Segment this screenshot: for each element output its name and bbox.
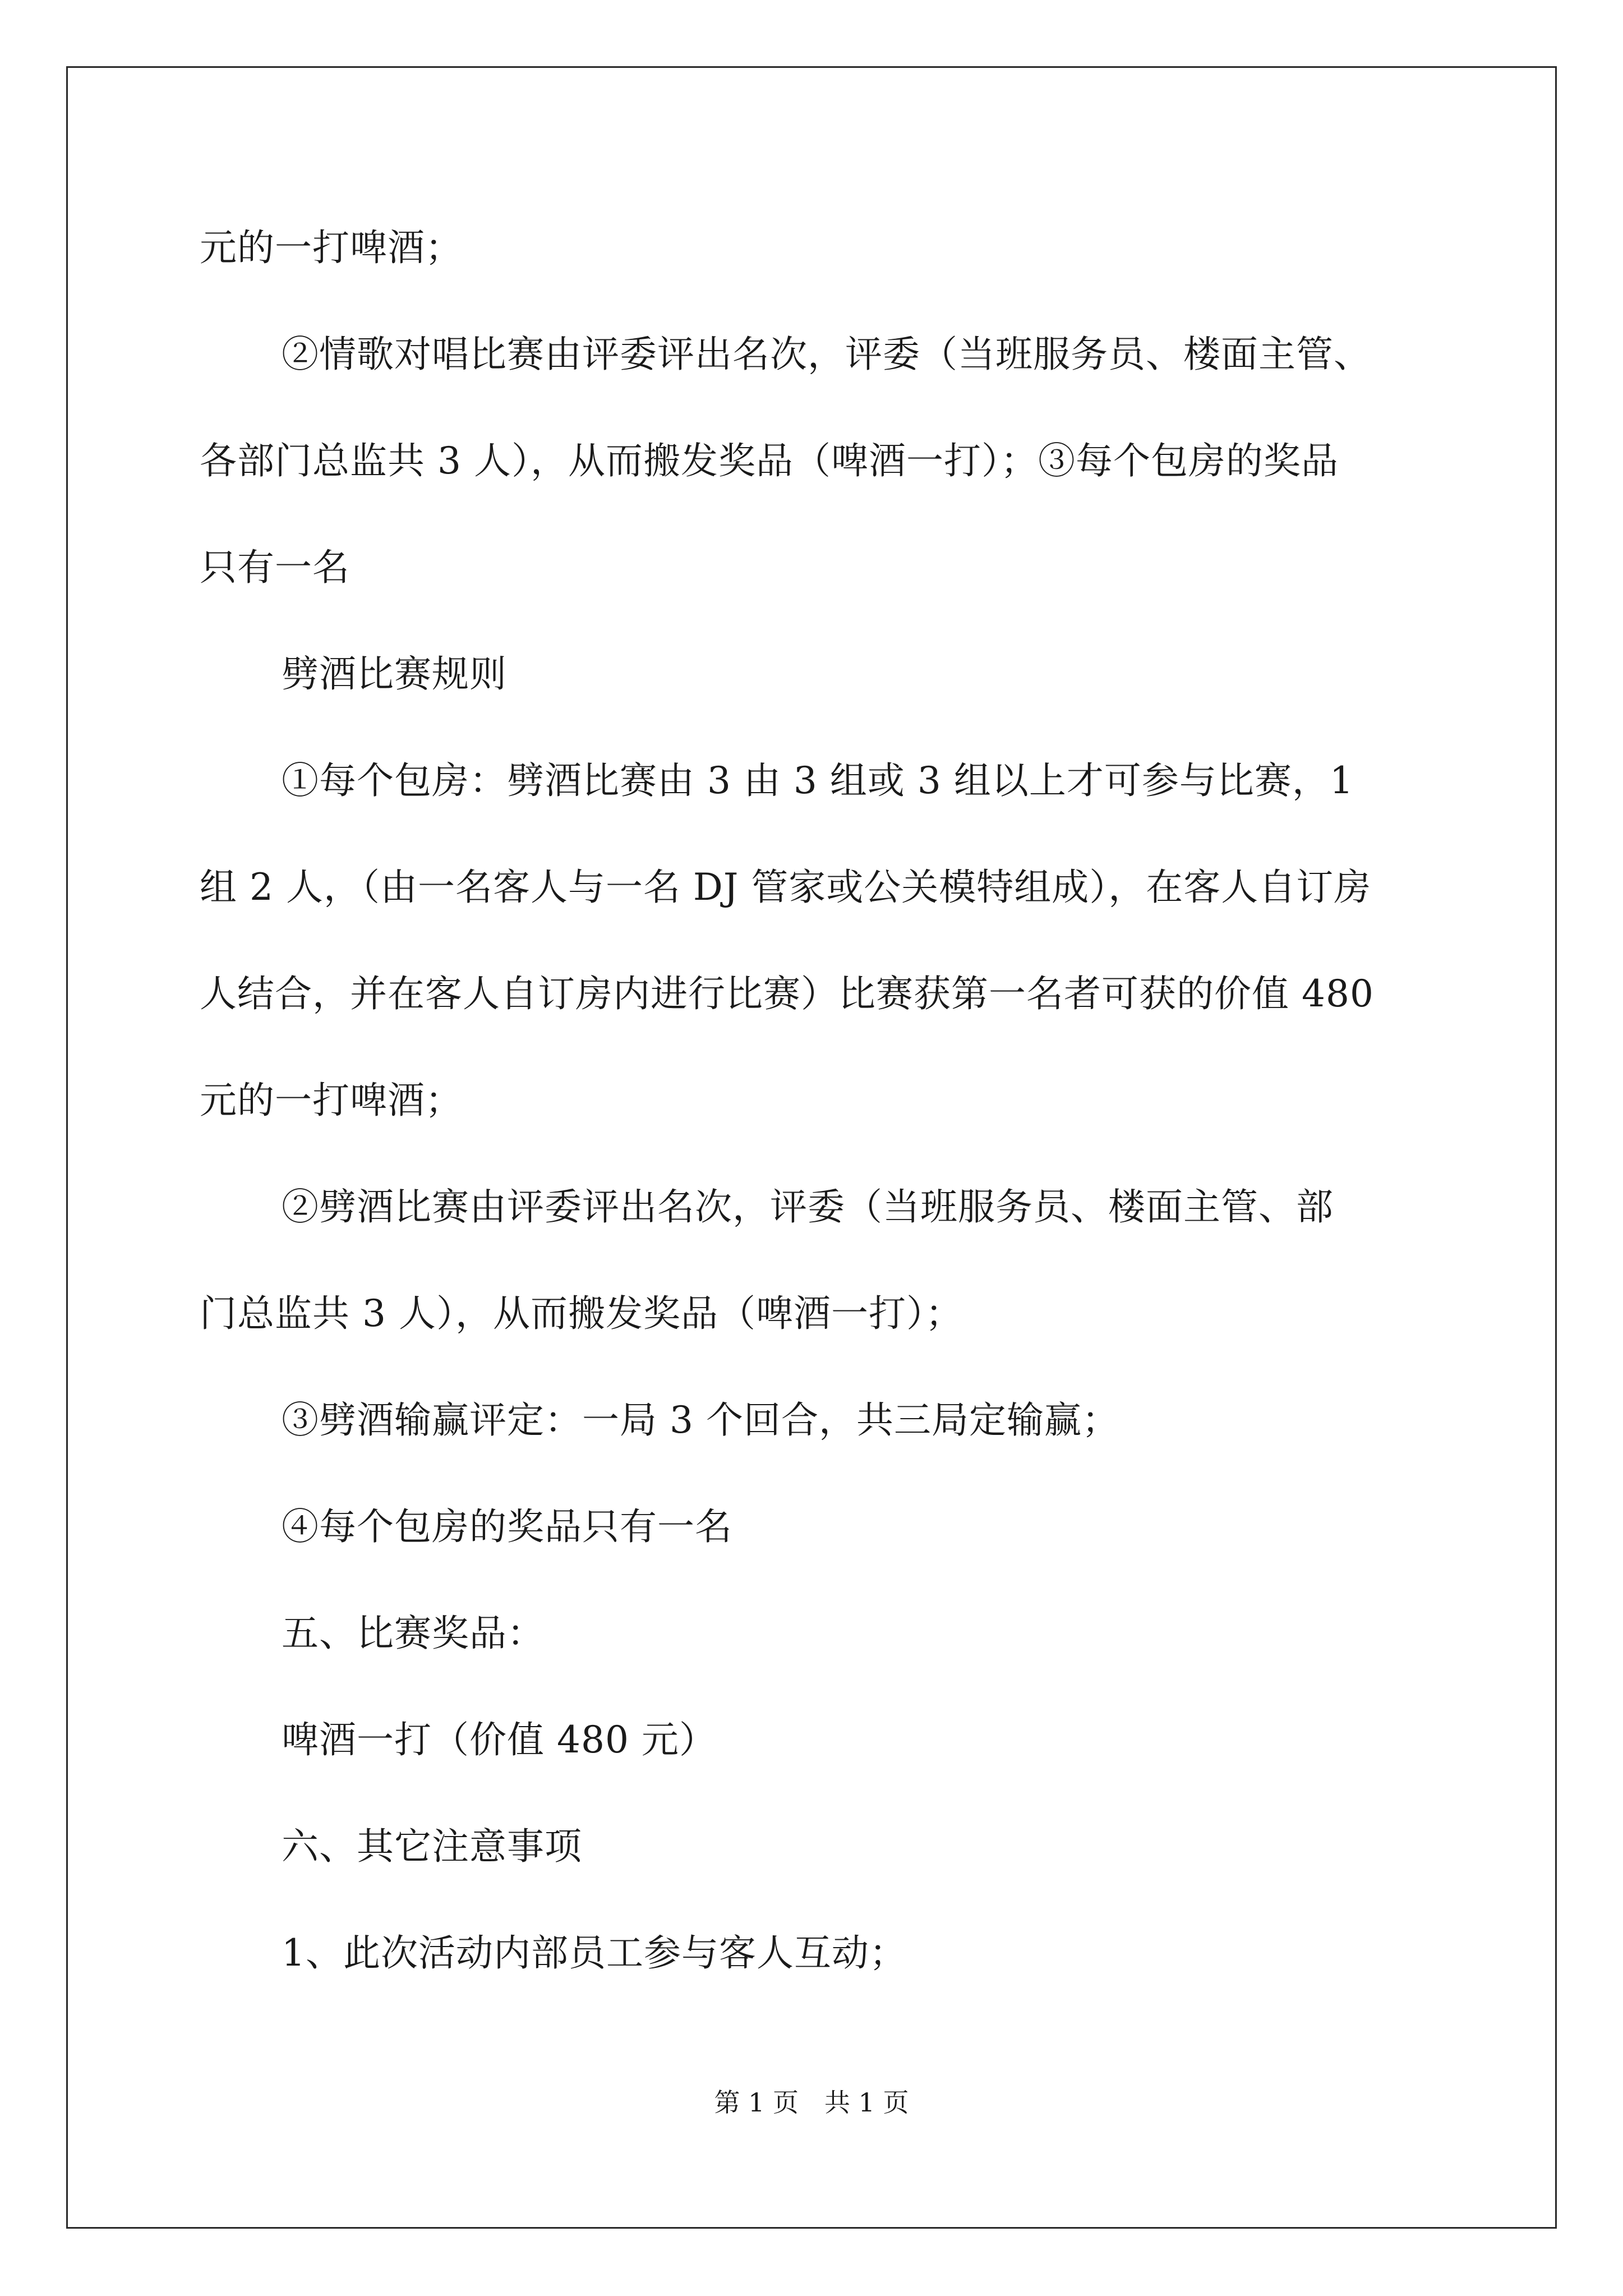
text-line: 组 2 人，（由一名客人与一名 DJ 管家或公关模特组成），在客人自订房 xyxy=(200,866,1372,909)
text-line: ③劈酒输赢评定：一局 3 个回合，共三局定输赢； xyxy=(282,1398,1119,1442)
text-line: 各部门总监共 3 人），从而搬发奖品（啤酒一打）；③每个包房的奖品 xyxy=(200,439,1339,482)
text-line: 只有一名 xyxy=(200,546,350,589)
text-line: ②情歌对唱比赛由评委评出名次，评委（当班服务员、楼面主管、 xyxy=(282,333,1371,376)
section-heading: 六、其它注意事项 xyxy=(282,1825,582,1868)
text-line: 元的一打啤酒； xyxy=(200,226,463,269)
section-heading: 五、比赛奖品： xyxy=(282,1612,545,1655)
text-line: 啤酒一打（价值 480 元） xyxy=(282,1718,717,1761)
text-line: ②劈酒比赛由评委评出名次，评委（当班服务员、楼面主管、部 xyxy=(282,1185,1334,1228)
text-line: 元的一打啤酒； xyxy=(200,1079,463,1122)
text-line: 人结合，并在客人自订房内进行比赛）比赛获第一名者可获的价值 480 xyxy=(200,972,1374,1015)
text-line: ①每个包房：劈酒比赛由 3 由 3 组或 3 组以上才可参与比赛，1 xyxy=(282,759,1354,802)
text-line: 1、此次活动内部员工参与客人互动； xyxy=(282,1931,907,1975)
page-number-footer: 第 1 页 共 1 页 xyxy=(714,2087,909,2118)
page-border xyxy=(66,66,1557,2229)
text-line: 门总监共 3 人），从而搬发奖品（啤酒一打）； xyxy=(200,1292,963,1335)
text-line: ④每个包房的奖品只有一名 xyxy=(282,1505,732,1548)
section-heading: 劈酒比赛规则 xyxy=(282,652,507,696)
